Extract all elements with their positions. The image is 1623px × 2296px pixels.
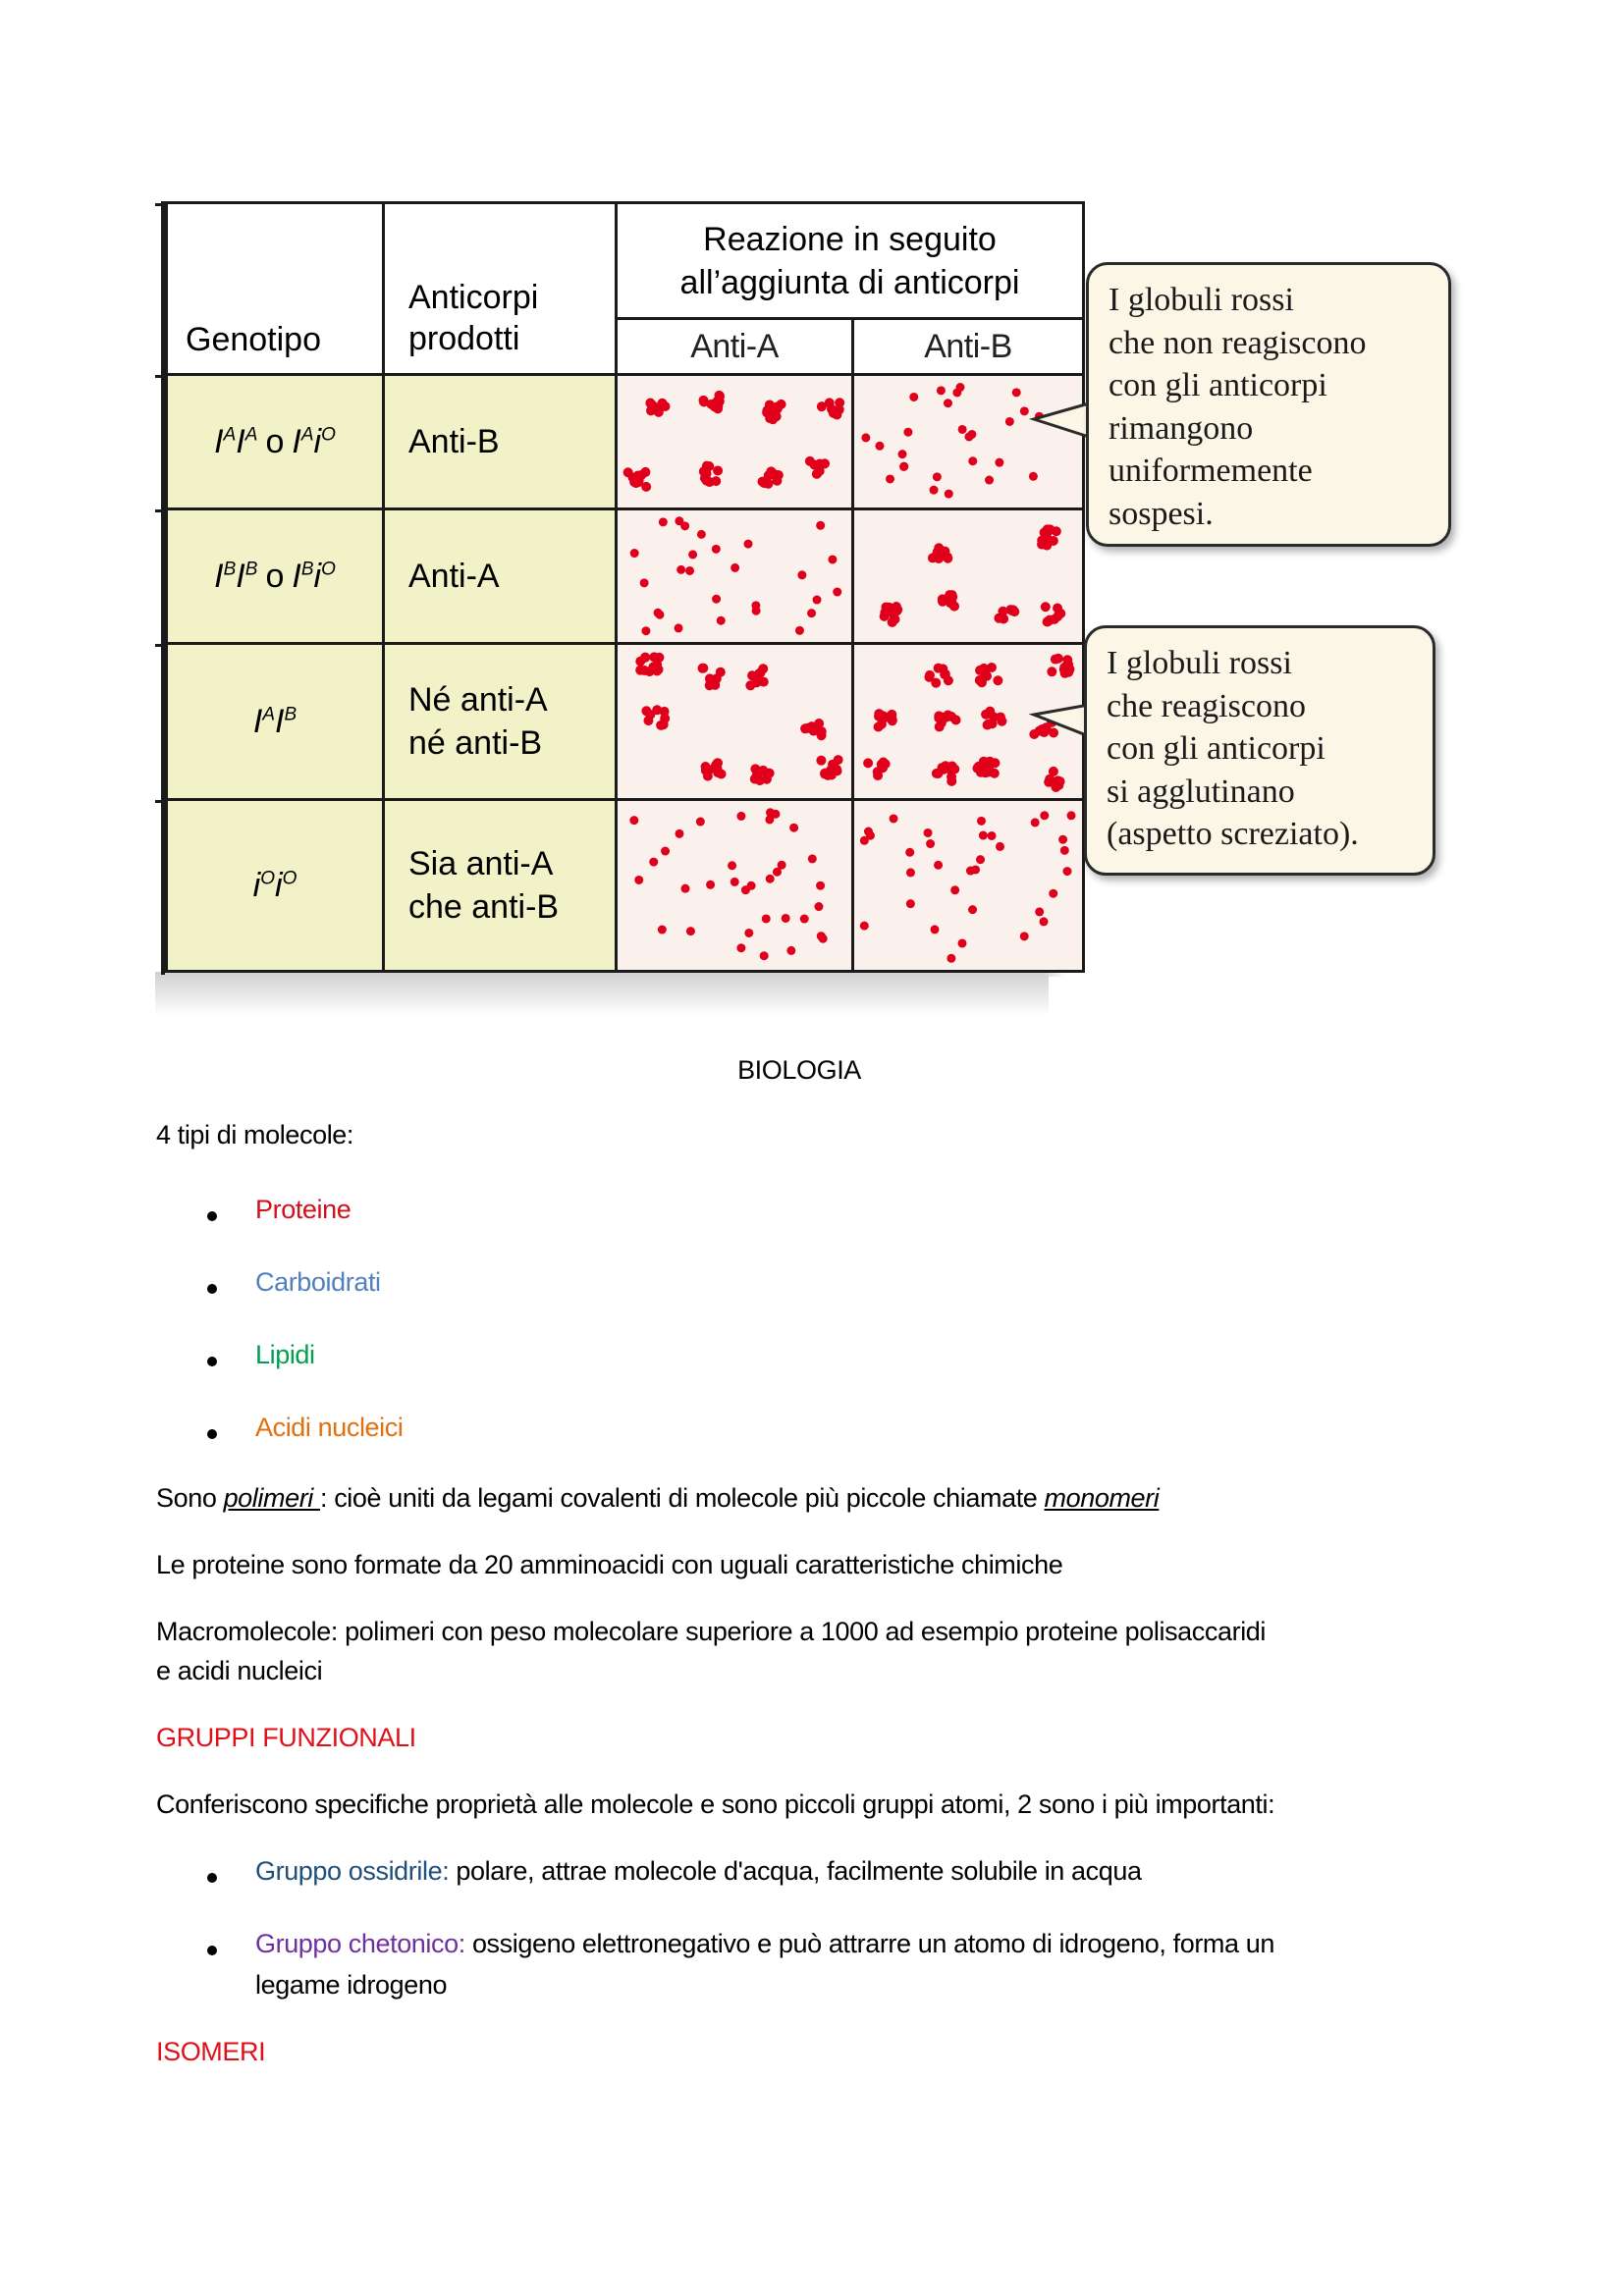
- cell-clump: [699, 461, 723, 487]
- red-blood-cell: [736, 812, 745, 821]
- red-blood-cell: [933, 472, 942, 481]
- red-blood-cell: [765, 400, 775, 409]
- red-blood-cell: [930, 486, 939, 495]
- red-blood-cell: [1049, 889, 1057, 898]
- red-blood-cell: [934, 861, 943, 870]
- margin-row-divider: [155, 509, 165, 512]
- cell-clump: [938, 590, 959, 611]
- red-blood-cell: [1040, 811, 1049, 820]
- red-blood-cell: [710, 401, 720, 411]
- red-blood-cell: [817, 730, 827, 740]
- red-blood-cell: [675, 623, 683, 632]
- molecule-proteine: Proteine: [255, 1195, 352, 1224]
- red-blood-cell: [713, 465, 723, 475]
- red-blood-cell: [931, 678, 941, 688]
- red-blood-cell: [728, 861, 736, 870]
- red-blood-cell: [950, 885, 959, 894]
- reaction-anti-a-cell: [617, 509, 853, 644]
- blood-type-figure: [155, 201, 1471, 1016]
- red-blood-cell: [789, 824, 798, 832]
- molecule-acidi-nucleici: Acidi nucleici: [255, 1413, 404, 1442]
- cell-clump: [635, 652, 664, 676]
- red-blood-cell: [890, 814, 898, 823]
- red-blood-cell: [701, 762, 711, 772]
- red-blood-cell: [649, 858, 658, 867]
- red-blood-cell: [820, 459, 830, 469]
- red-blood-cell: [944, 399, 952, 407]
- bullet-icon: [207, 1211, 217, 1221]
- cell-clump: [701, 758, 727, 780]
- document-title: BIOLOGIA: [737, 1055, 861, 1085]
- heading-gruppi-funzionali: GRUPPI FUNZIONALI: [156, 1723, 416, 1752]
- red-blood-cell: [813, 596, 822, 605]
- red-blood-cell: [1012, 388, 1021, 397]
- callout-unreacted: I globuli rossi che non reagiscono con gli anticorpi rimangono uniformemente sospesi.: [1086, 262, 1451, 547]
- antibodies-cell: Sia anti-A che anti-B: [384, 800, 617, 972]
- red-blood-cell: [958, 425, 967, 434]
- red-blood-cell: [983, 721, 993, 730]
- red-blood-cell: [924, 828, 933, 837]
- reaction-anti-b-cell: [853, 800, 1084, 972]
- red-blood-cell: [1043, 616, 1053, 626]
- red-blood-cell: [863, 758, 873, 768]
- red-blood-cell: [979, 831, 988, 840]
- callout-1-pointer: [1034, 398, 1093, 456]
- red-blood-cell: [716, 667, 726, 677]
- red-blood-cell: [947, 765, 956, 774]
- gruppi-intro: Conferiscono specifiche proprietà alle molecole e sono piccoli gruppi atomi, 2 sono i più importanti:: [156, 1789, 1275, 1819]
- red-blood-cell: [649, 652, 659, 662]
- term-polimeri: polimeri: [223, 1483, 320, 1513]
- agglutinated-cells: [618, 645, 851, 798]
- red-blood-cell: [712, 545, 721, 554]
- red-blood-cell: [909, 393, 918, 401]
- red-blood-cell: [1031, 818, 1040, 827]
- reaction-anti-a-cell: [617, 375, 853, 509]
- red-blood-cell: [752, 607, 761, 615]
- red-blood-cell: [744, 540, 753, 549]
- red-blood-cell: [926, 839, 935, 848]
- red-blood-cell: [797, 570, 806, 579]
- molecule-lipidi: Lipidi: [255, 1340, 315, 1369]
- cell-clump: [972, 757, 1000, 778]
- red-blood-cell: [861, 433, 870, 442]
- red-blood-cell: [860, 922, 869, 931]
- agglutinated-cells: [854, 510, 1082, 642]
- red-blood-cell: [786, 946, 795, 955]
- genotype-cell: $I^AI^A$ o $I^Ai^O$: [167, 375, 384, 509]
- red-blood-cell: [655, 611, 664, 619]
- table-row: [167, 509, 1084, 644]
- red-blood-cell: [981, 710, 991, 720]
- bullet-icon: [207, 1357, 217, 1366]
- red-blood-cell: [808, 854, 817, 863]
- cell-clump: [1044, 767, 1064, 792]
- red-blood-cell: [877, 760, 887, 770]
- red-blood-cell: [660, 707, 670, 717]
- red-blood-cell: [636, 470, 646, 480]
- genotype-cell: $i^Oi^O$: [167, 800, 384, 972]
- red-blood-cell: [1039, 917, 1048, 926]
- red-blood-cell: [1005, 417, 1014, 426]
- red-blood-cell: [1060, 668, 1070, 678]
- red-blood-cell: [816, 756, 826, 766]
- red-blood-cell: [795, 626, 804, 635]
- red-blood-cell: [934, 554, 944, 563]
- red-blood-cell: [967, 430, 976, 439]
- header-reaction-line2: all’aggiunta di anticorpi: [679, 263, 1020, 301]
- cell-clump: [975, 663, 1002, 687]
- red-blood-cell: [782, 914, 790, 923]
- margin-row-divider: [155, 203, 165, 206]
- cell-clump: [817, 398, 844, 419]
- red-blood-cell: [890, 614, 899, 624]
- bullet-icon: [207, 1284, 217, 1294]
- red-blood-cell: [766, 875, 775, 883]
- cell-clump: [805, 456, 830, 479]
- reaction-anti-a-cell: [617, 800, 853, 972]
- red-blood-cell: [630, 549, 639, 558]
- red-blood-cell: [993, 675, 1002, 685]
- red-blood-cell: [744, 929, 753, 937]
- red-blood-cell: [828, 555, 837, 563]
- margin-row-divider: [155, 644, 165, 647]
- red-blood-cell: [906, 899, 915, 908]
- red-blood-cell: [947, 712, 956, 721]
- red-blood-cell: [971, 865, 980, 874]
- red-blood-cell: [968, 456, 977, 465]
- red-blood-cell: [937, 386, 946, 395]
- red-blood-cell: [807, 721, 817, 731]
- red-blood-cell: [1029, 472, 1038, 481]
- cell-clump: [863, 757, 891, 780]
- cell-clump: [816, 755, 842, 780]
- cell-clump: [800, 719, 827, 740]
- red-blood-cell: [886, 474, 894, 483]
- red-blood-cell: [757, 477, 767, 487]
- dispersed-cells: [618, 801, 851, 970]
- agglutinated-cells: [618, 376, 851, 507]
- dispersed-cells: [854, 801, 1082, 970]
- red-blood-cell: [1058, 835, 1067, 844]
- red-blood-cell: [717, 616, 726, 625]
- red-blood-cell: [957, 938, 966, 947]
- red-blood-cell: [1020, 932, 1029, 940]
- antibodies-cell: Anti-A: [384, 509, 617, 644]
- red-blood-cell: [990, 758, 1000, 768]
- antibodies-cell: Né anti-A né anti-B: [384, 644, 617, 800]
- red-blood-cell: [1020, 406, 1029, 415]
- cell-clump: [994, 605, 1019, 623]
- cell-clump: [745, 664, 768, 690]
- red-blood-cell: [888, 716, 897, 725]
- red-blood-cell: [686, 927, 695, 935]
- red-blood-cell: [975, 675, 985, 685]
- red-blood-cell: [807, 609, 816, 617]
- cell-clump: [645, 399, 670, 417]
- gruppo-chetonico-continuation: legame idrogeno: [255, 1970, 448, 2000]
- red-blood-cell: [947, 954, 955, 963]
- red-blood-cell: [661, 401, 671, 411]
- reaction-anti-b-cell: [853, 509, 1084, 644]
- red-blood-cell: [976, 855, 985, 864]
- gruppo-chetonico-name: Gruppo chetonico:: [255, 1929, 465, 1958]
- red-blood-cell: [756, 667, 766, 677]
- bullet-icon: [207, 1946, 217, 1955]
- red-blood-cell: [741, 885, 750, 894]
- red-blood-cell: [676, 565, 685, 574]
- red-blood-cell: [771, 810, 780, 819]
- red-blood-cell: [702, 476, 712, 486]
- cell-clump: [880, 602, 903, 627]
- red-blood-cell: [827, 771, 837, 780]
- red-blood-cell: [711, 476, 721, 486]
- red-blood-cell: [945, 490, 953, 499]
- cell-clump: [699, 391, 726, 414]
- red-blood-cell: [745, 680, 755, 690]
- red-blood-cell: [680, 884, 689, 893]
- antibodies-cell: Anti-B: [384, 375, 617, 509]
- red-blood-cell: [1062, 867, 1071, 876]
- margin-row-divider: [155, 800, 165, 803]
- red-blood-cell: [650, 402, 660, 412]
- cell-clump: [928, 543, 952, 563]
- red-blood-cell: [640, 578, 649, 587]
- red-blood-cell: [634, 876, 643, 884]
- margin-row-divider: [155, 375, 165, 378]
- red-blood-cell: [765, 413, 775, 423]
- red-blood-cell: [1060, 846, 1069, 855]
- red-blood-cell: [977, 817, 986, 826]
- red-blood-cell: [730, 878, 739, 886]
- red-blood-cell: [975, 666, 985, 675]
- red-blood-cell: [758, 766, 768, 775]
- genotype-cell: $I^AI^B$: [167, 644, 384, 800]
- cell-clump: [1041, 602, 1065, 626]
- gruppo-chetonico-item: Gruppo chetonico: ossigeno elettronegativo e può attrarre un atomo di idrogeno, forma un: [255, 1929, 1274, 1958]
- blood-type-table: [165, 201, 1085, 973]
- red-blood-cell: [998, 607, 1007, 616]
- red-blood-cell: [875, 442, 884, 451]
- red-blood-cell: [816, 521, 825, 530]
- red-blood-cell: [685, 566, 694, 575]
- red-blood-cell: [945, 590, 954, 600]
- cell-clump: [874, 709, 897, 731]
- cell-clump: [762, 400, 785, 424]
- red-blood-cell: [643, 716, 653, 725]
- cell-clump: [924, 664, 952, 688]
- red-blood-cell: [730, 563, 739, 572]
- red-blood-cell: [952, 388, 961, 397]
- gruppo-ossidrile-name: Gruppo ossidrile:: [255, 1856, 450, 1886]
- red-blood-cell: [930, 925, 939, 934]
- header-anti-a: Anti-A: [617, 319, 853, 375]
- red-blood-cell: [640, 653, 650, 663]
- red-blood-cell: [1049, 536, 1058, 546]
- red-blood-cell: [623, 467, 633, 477]
- bullet-icon: [207, 1873, 217, 1883]
- red-blood-cell: [688, 550, 697, 559]
- red-blood-cell: [675, 829, 683, 838]
- red-blood-cell: [680, 521, 689, 530]
- red-blood-cell: [696, 818, 705, 827]
- red-blood-cell: [814, 902, 823, 911]
- cell-clump: [641, 705, 670, 730]
- cell-clump: [623, 467, 652, 492]
- red-blood-cell: [661, 847, 670, 856]
- header-genotype: Genotipo: [167, 203, 384, 375]
- red-blood-cell: [710, 680, 720, 690]
- proteine-paragraph: Le proteine sono formate da 20 amminoacidi con uguali caratteristiche chimiche: [156, 1550, 1063, 1579]
- table-row: [167, 644, 1084, 800]
- table-row: [167, 800, 1084, 972]
- red-blood-cell: [698, 664, 708, 673]
- red-blood-cell: [985, 476, 994, 485]
- red-blood-cell: [1063, 660, 1073, 669]
- cell-clump: [750, 764, 775, 785]
- red-blood-cell: [968, 905, 977, 914]
- red-blood-cell: [641, 626, 650, 635]
- cell-clump: [934, 710, 960, 731]
- gruppo-ossidrile-item: Gruppo ossidrile: polare, attrae molecole d'acqua, facilmente solubile in acqua: [255, 1856, 1142, 1886]
- red-blood-cell: [654, 665, 664, 674]
- red-blood-cell: [1040, 527, 1050, 537]
- red-blood-cell: [903, 428, 912, 437]
- heading-isomeri: ISOMERI: [156, 2037, 266, 2066]
- red-blood-cell: [879, 714, 889, 723]
- red-blood-cell: [937, 718, 947, 727]
- red-blood-cell: [712, 595, 721, 604]
- red-blood-cell: [833, 588, 841, 597]
- header-antibodies: [384, 203, 617, 375]
- macromolecole-line-2: e acidi nucleici: [156, 1656, 323, 1685]
- polimeri-paragraph: Sono polimeri : cioè uniti da legami covalenti di molecole più piccole chiamate monomeri: [156, 1483, 1160, 1513]
- red-blood-cell: [750, 774, 760, 784]
- callout-agglutinated: I globuli rossi che reagiscono con gli anticorpi si agglutinano (aspetto screziato).: [1084, 625, 1435, 876]
- dispersed-cells: [618, 510, 851, 642]
- red-blood-cell: [835, 398, 844, 407]
- red-blood-cell: [979, 757, 989, 767]
- red-blood-cell: [629, 816, 638, 825]
- red-blood-cell: [1067, 811, 1076, 820]
- red-blood-cell: [940, 669, 949, 679]
- red-blood-cell: [702, 461, 712, 471]
- red-blood-cell: [995, 458, 1003, 467]
- red-blood-cell: [819, 934, 828, 943]
- red-blood-cell: [1041, 602, 1051, 612]
- red-blood-cell: [899, 462, 908, 471]
- cell-clump: [1037, 524, 1061, 550]
- reaction-anti-a-cell: [617, 644, 853, 800]
- macromolecole-line-1: Macromolecole: polimeri con peso molecolare superiore a 1000 ad esempio proteine polisaccaridi: [156, 1617, 1267, 1646]
- molecules-intro: 4 tipi di molecole:: [156, 1120, 354, 1149]
- table-row: [167, 375, 1084, 509]
- red-blood-cell: [988, 831, 997, 840]
- red-blood-cell: [1053, 780, 1062, 790]
- red-blood-cell: [641, 482, 651, 492]
- red-blood-cell: [981, 768, 991, 777]
- header-antibodies-line2: prodotti: [408, 320, 520, 357]
- table-left-margin-column: [155, 201, 165, 975]
- cell-clump: [1047, 654, 1074, 678]
- header-reaction: [617, 203, 1084, 319]
- bullet-icon: [207, 1429, 217, 1439]
- cell-clump: [757, 466, 783, 488]
- red-blood-cell: [712, 759, 722, 769]
- red-blood-cell: [762, 774, 772, 784]
- cell-clump: [981, 707, 1006, 730]
- red-blood-cell: [996, 713, 1005, 722]
- figure-shadow: [155, 972, 1049, 1016]
- cell-clump: [932, 761, 959, 786]
- cell-clump: [698, 664, 726, 691]
- red-blood-cell: [659, 517, 668, 526]
- red-blood-cell: [699, 397, 709, 406]
- molecule-carboidrati: Carboidrati: [255, 1267, 381, 1297]
- red-blood-cell: [816, 881, 825, 890]
- red-blood-cell: [905, 848, 914, 857]
- red-blood-cell: [770, 469, 780, 479]
- red-blood-cell: [805, 456, 815, 466]
- red-blood-cell: [884, 603, 893, 613]
- red-blood-cell: [1035, 907, 1044, 916]
- red-blood-cell: [906, 868, 915, 877]
- genotype-cell: $I^BI^B$ o $I^Bi^O$: [167, 509, 384, 644]
- header-antibodies-line1: Anticorpi: [408, 279, 539, 316]
- red-blood-cell: [706, 881, 715, 889]
- red-blood-cell: [778, 861, 786, 870]
- red-blood-cell: [880, 612, 890, 621]
- red-blood-cell: [639, 666, 649, 675]
- header-anti-b: Anti-B: [853, 319, 1084, 375]
- red-blood-cell: [937, 763, 947, 773]
- red-blood-cell: [697, 530, 706, 539]
- red-blood-cell: [925, 670, 935, 680]
- red-blood-cell: [1054, 654, 1063, 664]
- term-monomeri: monomeri: [1044, 1483, 1160, 1513]
- red-blood-cell: [829, 761, 839, 771]
- red-blood-cell: [658, 926, 667, 934]
- red-blood-cell: [898, 450, 907, 458]
- red-blood-cell: [866, 831, 875, 840]
- red-blood-cell: [1047, 667, 1056, 676]
- red-blood-cell: [996, 842, 1004, 851]
- red-blood-cell: [736, 943, 745, 952]
- red-blood-cell: [1053, 612, 1062, 621]
- red-blood-cell: [760, 951, 769, 960]
- red-blood-cell: [832, 409, 841, 419]
- red-blood-cell: [800, 915, 809, 924]
- header-reaction-line1: Reazione in seguito: [703, 220, 997, 258]
- red-blood-cell: [762, 914, 771, 923]
